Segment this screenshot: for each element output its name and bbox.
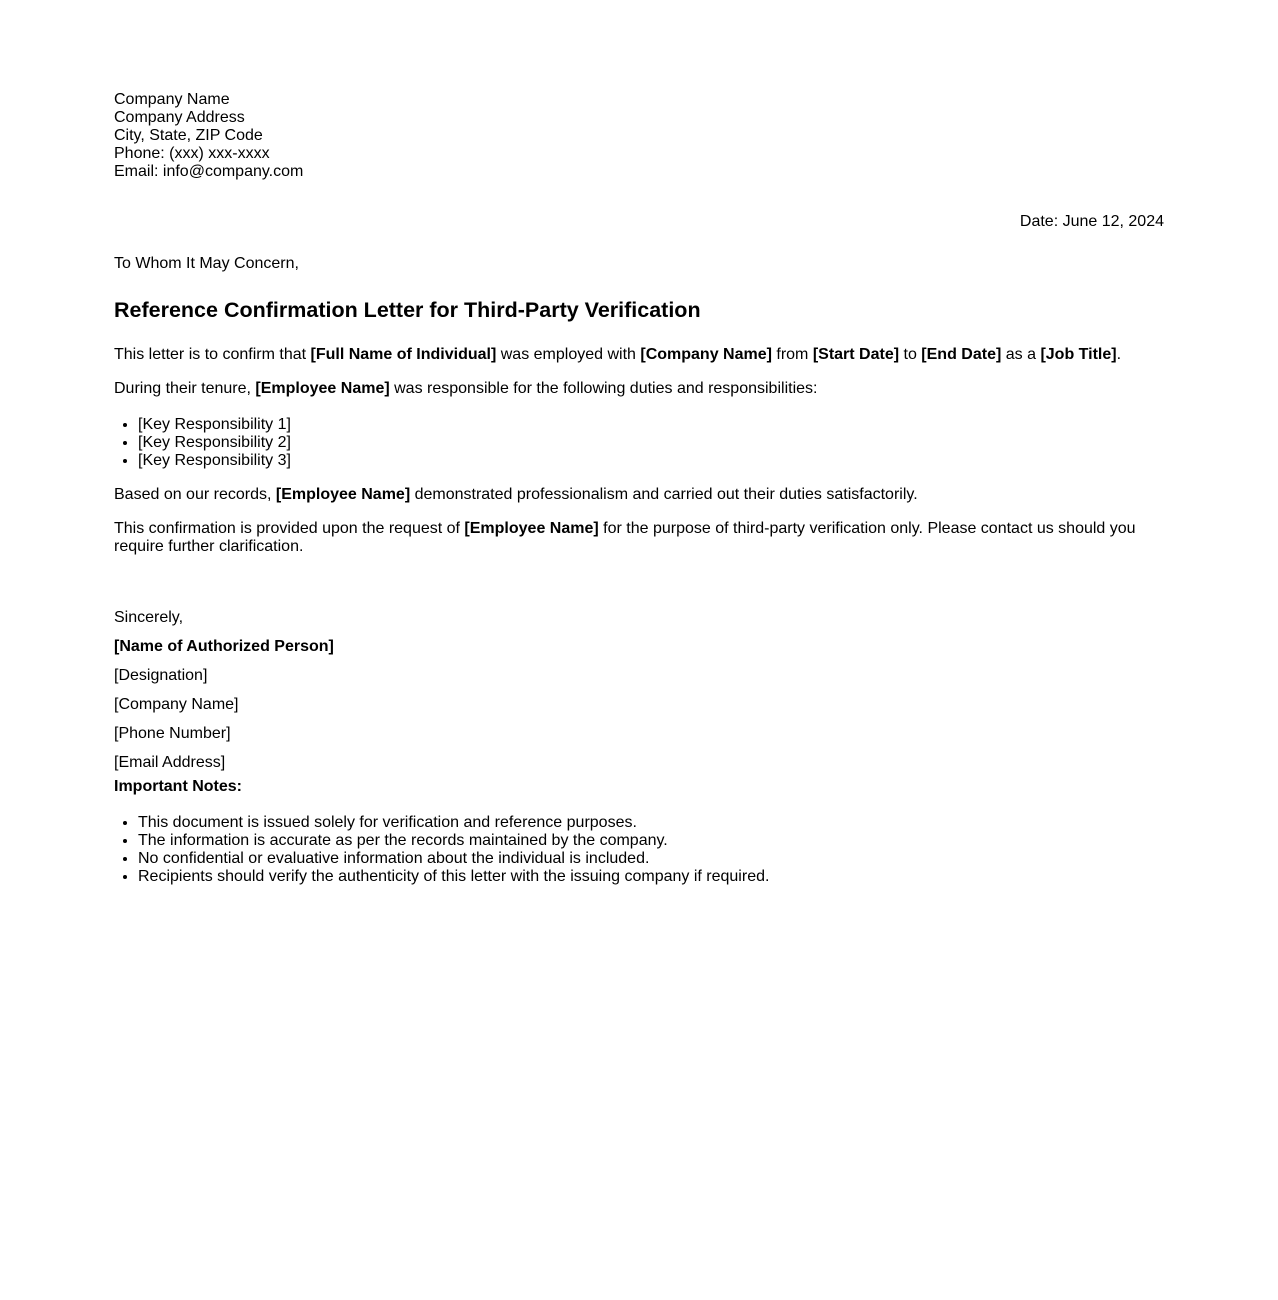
sender-company-name: Company Name (114, 91, 230, 108)
letter-title: Reference Confirmation Letter for Third-Party Verification (114, 298, 701, 322)
records-paragraph (114, 486, 1164, 504)
text-run: Based on our records, (114, 486, 276, 503)
notes-title: Important Notes: (114, 778, 242, 795)
signature-company: [Company Name] (114, 696, 239, 713)
placeholder-full-name: [Full Name of Individual] (310, 346, 497, 363)
text-run: This letter is to confirm that (114, 346, 311, 363)
list-item: • [Key Responsibility 2] (138, 434, 1164, 452)
text-run: from (771, 346, 813, 363)
letter-date: Date: June 12, 2024 (1019, 213, 1164, 230)
salutation: To Whom It May Concern, (114, 255, 299, 272)
sender-city-state-zip: City, State, ZIP Code (114, 127, 263, 144)
text-run: . (1116, 346, 1122, 363)
tenure-paragraph (114, 380, 1164, 398)
signature-name: [Name of Authorized Person] (114, 638, 334, 655)
placeholder-start-date: [Start Date] (812, 346, 900, 363)
closing: Sincerely, (114, 609, 184, 626)
signature-phone: [Phone Number] (114, 725, 231, 742)
text-run: to (899, 346, 922, 363)
text-run: This confirmation is provided upon the request of (114, 520, 465, 537)
list-item: • Recipients should verify the authenticity of this letter with the issuing company if required. (138, 868, 1164, 886)
text-run: for the purpose of third-party verification only. Please contact us should you require further clarification. (114, 520, 1136, 555)
responsibilities-list (114, 416, 1164, 470)
confirmation-paragraph (114, 346, 1164, 364)
sender-email: Email: info@company.com (114, 163, 304, 180)
list-item: • [Key Responsibility 1] (138, 416, 1164, 434)
text-run: was responsible for the following duties and responsibilities: (389, 380, 818, 397)
list-item: • This document is issued solely for verification and reference purposes. (138, 814, 1164, 832)
notes-list (114, 814, 1164, 886)
placeholder-end-date: [End Date] (921, 346, 1002, 363)
placeholder-job-title: [Job Title] (1040, 346, 1117, 363)
list-item: • [Key Responsibility 3] (138, 452, 1164, 470)
list-item: • The information is accurate as per the records maintained by the company. (138, 832, 1164, 850)
signature-designation: [Designation] (114, 667, 208, 684)
sender-company-address: Company Address (114, 109, 245, 126)
signature-email: [Email Address] (114, 754, 226, 771)
text-run: was employed with (496, 346, 641, 363)
list-item: • No confidential or evaluative information about the individual is included. (138, 850, 1164, 868)
sender-address-block (114, 91, 1164, 181)
request-paragraph (114, 520, 1164, 556)
placeholder-employee-name: [Employee Name] (255, 380, 390, 397)
placeholder-employee-name: [Employee Name] (464, 520, 599, 537)
text-run: During their tenure, (114, 380, 256, 397)
placeholder-company-name: [Company Name] (640, 346, 772, 363)
sender-phone: Phone: (xxx) xxx-xxxx (114, 145, 270, 162)
placeholder-employee-name: [Employee Name] (275, 486, 411, 503)
text-run: as a (1001, 346, 1041, 363)
text-run: demonstrated professionalism and carried out their duties satisfactorily. (410, 486, 918, 503)
